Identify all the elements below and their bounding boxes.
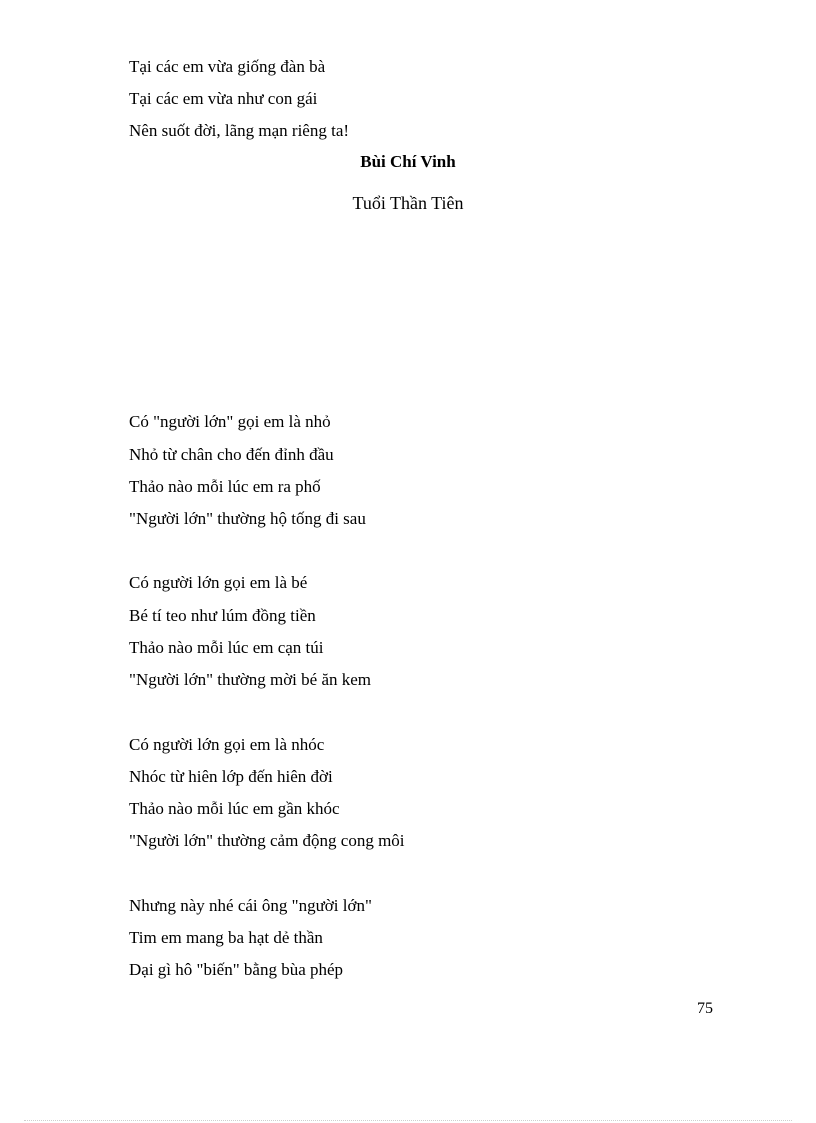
poem-line: "Người lớn" thường cảm động cong môi (129, 831, 405, 850)
poem-title: Tuổi Thần Tiên (352, 193, 464, 213)
poem-line: Thảo nào mỗi lúc em gần khóc (129, 799, 340, 818)
poem-line: Dại gì hô "biến" bằng bùa phép (129, 960, 344, 979)
poem-line: Nhỏ từ chân cho đến đỉnh đầu (129, 445, 334, 464)
poem-line: Tim em mang ba hạt dẻ thần (129, 928, 323, 947)
previous-poem-line: Tại các em vừa như con gái (129, 89, 318, 108)
poem-line: Có người lớn gọi em là bé (129, 573, 308, 592)
previous-poem-line: Nên suốt đời, lãng mạn riêng ta! (129, 121, 350, 140)
poem-line: Bé tí teo như lúm đồng tiền (129, 606, 316, 625)
previous-poem-line: Tại các em vừa giống đàn bà (129, 57, 326, 76)
poem-line: "Người lớn" thường hộ tống đi sau (129, 509, 366, 528)
page-number: 75 (697, 1000, 713, 1017)
poem-line: Có "người lớn" gọi em là nhỏ (129, 412, 331, 431)
poem-line: Thảo nào mỗi lúc em cạn túi (129, 638, 324, 657)
author-name: Bùi Chí Vinh (360, 152, 456, 171)
poem-line: Thảo nào mỗi lúc em ra phố (129, 477, 321, 496)
poem-line: "Người lớn" thường mời bé ăn kem (129, 670, 372, 689)
poem-line: Nhưng này nhé cái ông "người lớn" (129, 896, 372, 915)
page-bottom-divider (24, 1120, 792, 1121)
poem-line: Nhóc từ hiên lớp đến hiên đời (129, 767, 333, 786)
poem-line: Có người lớn gọi em là nhóc (129, 735, 325, 754)
